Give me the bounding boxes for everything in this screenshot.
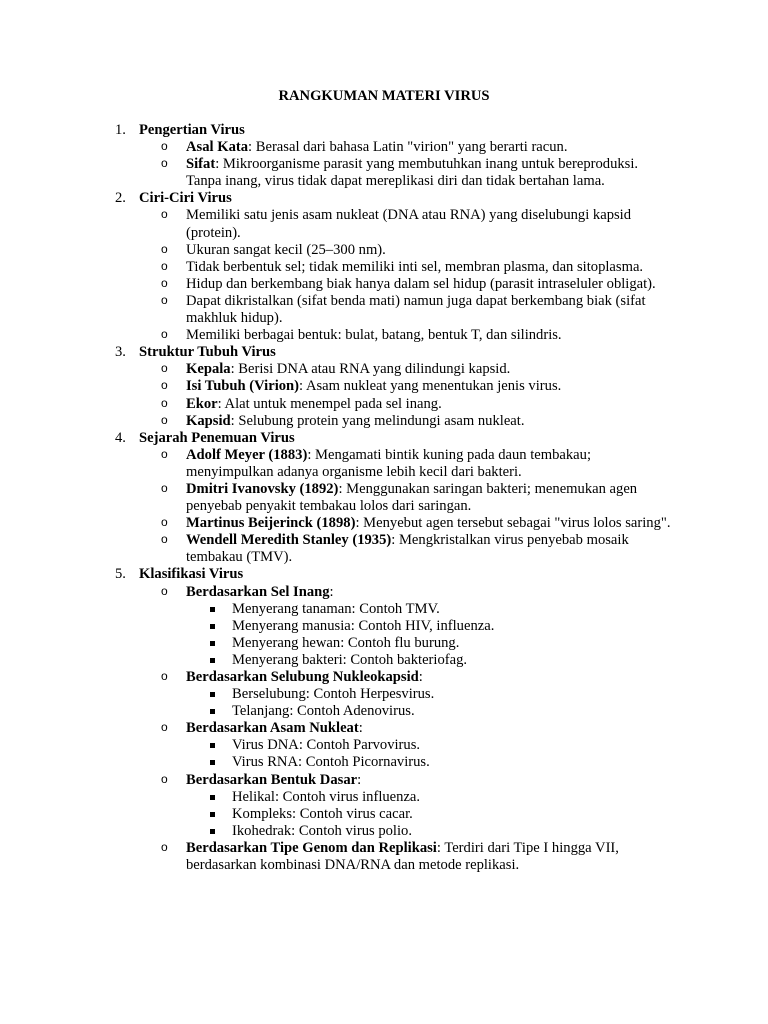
circle-bullet-icon: o — [161, 395, 168, 410]
sub-item-text: Menyerang tanaman: Contoh TMV. — [232, 600, 440, 617]
sub-item-text: Menyerang hewan: Contoh flu burung. — [232, 634, 460, 651]
list-item — [0, 327, 768, 344]
section-heading — [0, 122, 768, 139]
circle-bullet-icon: o — [161, 480, 168, 495]
section-title: Pengertian Virus — [139, 122, 245, 138]
list-item — [0, 447, 768, 481]
item-text: Alat untuk menempel pada sel inang. — [224, 395, 442, 412]
sub-list-item — [0, 618, 768, 635]
circle-bullet-icon: o — [161, 669, 168, 683]
square-bullet-icon — [210, 743, 215, 748]
section-title: Ciri-Ciri Virus — [139, 190, 232, 207]
square-bullet-icon — [210, 795, 215, 800]
item-label: Isi Tubuh (Virion) — [186, 378, 300, 395]
square-bullet-icon — [210, 658, 215, 663]
circle-bullet-icon: o — [161, 515, 168, 530]
item-label: Berdasarkan Bentuk Dasar — [186, 771, 358, 788]
item-text: Berasal dari bahasa Latin "virion" yang berarti racun. — [255, 139, 568, 156]
item-text: Asam nukleat yang menentukan jenis virus. — [305, 378, 562, 395]
sub-list-item — [0, 686, 768, 703]
item-label: Dmitri Ivanovsky (1892) — [186, 480, 339, 497]
item-label: Berdasarkan Sel Inang — [186, 583, 330, 600]
square-bullet-icon — [210, 829, 215, 834]
section-number: 4. — [115, 429, 126, 446]
item-separator: : — [307, 446, 316, 463]
circle-bullet-icon: o — [161, 156, 168, 171]
list-item — [0, 413, 768, 430]
list-item — [0, 396, 768, 413]
sub-list-item — [0, 754, 768, 771]
square-bullet-icon — [210, 709, 215, 714]
list-item — [0, 259, 768, 276]
list-item — [0, 242, 768, 259]
item-separator: : — [215, 156, 223, 173]
sub-list-item — [0, 823, 768, 840]
section-title: Struktur Tubuh Virus — [139, 344, 276, 361]
sub-list-item — [0, 737, 768, 754]
circle-bullet-icon: o — [161, 378, 168, 393]
circle-bullet-icon: o — [161, 771, 168, 786]
item-text: Terdiri dari Tipe I hingga VII, berdasarkan kombinasi DNA/RNA dan metode replikasi. — [186, 839, 619, 874]
list-item — [0, 669, 768, 686]
item-separator: : — [391, 532, 399, 549]
item-label: Martinus Beijerinck (1898) — [186, 515, 356, 532]
item-text: Ukuran sangat kecil (25–300 nm). — [186, 241, 386, 258]
list-item — [0, 532, 768, 566]
square-bullet-icon — [210, 760, 215, 765]
square-bullet-icon — [210, 607, 215, 612]
sub-item-text: Helikal: Contoh virus influenza. — [232, 788, 421, 805]
document-body — [0, 122, 768, 874]
item-label: Wendell Meredith Stanley (1935) — [186, 532, 392, 549]
list-item — [0, 378, 768, 395]
sub-item-text: Virus DNA: Contoh Parvovirus. — [232, 737, 421, 754]
list-item — [0, 276, 768, 293]
circle-bullet-icon: o — [161, 207, 168, 222]
list-item — [0, 156, 768, 190]
item-separator: : — [418, 669, 423, 685]
item-separator: : — [329, 583, 334, 600]
section-number: 2. — [115, 190, 126, 207]
sub-list-item — [0, 635, 768, 652]
circle-bullet-icon: o — [161, 532, 168, 547]
item-separator: : — [230, 361, 239, 378]
circle-bullet-icon: o — [161, 327, 168, 342]
item-separator: : — [248, 139, 256, 156]
item-separator: : — [357, 771, 362, 788]
section-heading — [0, 430, 768, 447]
circle-bullet-icon: o — [161, 361, 168, 376]
item-text: Mikroorganisme parasit yang membutuhkan inang untuk bereproduksi. Tanpa inang, virus tidak dapat mereplikasi diri dan tidak bertahan lama. — [186, 156, 639, 190]
circle-bullet-icon: o — [161, 241, 168, 256]
sub-item-text: Virus RNA: Contoh Picornavirus. — [232, 754, 430, 771]
list-item — [0, 361, 768, 378]
list-item — [0, 772, 768, 789]
list-item — [0, 720, 768, 737]
sub-list-item — [0, 652, 768, 669]
list-item — [0, 207, 768, 241]
square-bullet-icon — [210, 812, 215, 817]
item-label: Adolf Meyer (1883) — [186, 446, 308, 463]
item-text: Dapat dikristalkan (sifat benda mati) namun juga dapat berkembang biak (sifat makhluk hidup). — [186, 292, 646, 327]
section-heading — [0, 566, 768, 583]
sub-list-item — [0, 789, 768, 806]
sub-list-item — [0, 806, 768, 823]
item-separator: : — [355, 515, 364, 532]
section-number: 1. — [115, 122, 126, 138]
section-heading — [0, 190, 768, 207]
sub-item-text: Kompleks: Contoh virus cacar. — [232, 805, 413, 822]
item-separator: : — [230, 412, 239, 429]
item-separator: : — [358, 720, 363, 737]
list-item — [0, 515, 768, 532]
item-text: Hidup dan berkembang biak hanya dalam sel hidup (parasit intraseluler obligat). — [186, 275, 656, 292]
circle-bullet-icon: o — [161, 720, 168, 735]
item-separator: : — [436, 839, 445, 856]
section-heading — [0, 344, 768, 361]
section-number: 5. — [115, 566, 126, 583]
item-text: Memiliki satu jenis asam nukleat (DNA atau RNA) yang diselubungi kapsid (protein). — [186, 207, 632, 241]
square-bullet-icon — [210, 692, 215, 697]
section-title: Klasifikasi Virus — [139, 566, 244, 583]
circle-bullet-icon: o — [161, 258, 168, 273]
square-bullet-icon — [210, 624, 215, 629]
item-label: Sifat — [186, 156, 216, 173]
circle-bullet-icon: o — [161, 839, 168, 854]
item-label: Kapsid — [186, 412, 231, 429]
sub-item-text: Ikohedrak: Contoh virus polio. — [232, 822, 412, 839]
item-text: Mengamati bintik kuning pada daun tembakau; menyimpulkan adanya organisme lebih kecil dari bakteri. — [186, 446, 592, 480]
item-text: Menyebut agen tersebut sebagai "virus lolos saring". — [363, 515, 671, 532]
item-label: Berdasarkan Asam Nukleat — [186, 720, 359, 737]
list-item — [0, 481, 768, 515]
item-label: Kepala — [186, 361, 231, 378]
circle-bullet-icon: o — [161, 139, 168, 154]
item-text: Memiliki berbagai bentuk: bulat, batang, bentuk T, dan silindris. — [186, 327, 562, 344]
item-separator: : — [338, 480, 347, 497]
circle-bullet-icon: o — [161, 583, 168, 598]
square-bullet-icon — [210, 641, 215, 646]
item-label: Asal Kata — [186, 139, 249, 156]
sub-list-item — [0, 703, 768, 720]
item-text: Menggunakan saringan bakteri; menemukan agen penyebab penyakit tembakau lolos dari saringan. — [186, 480, 638, 515]
circle-bullet-icon: o — [161, 412, 168, 427]
item-text: Berisi DNA atau RNA yang dilindungi kapsid. — [238, 361, 511, 378]
circle-bullet-icon: o — [161, 275, 168, 290]
section-number: 3. — [115, 344, 126, 361]
list-item — [0, 840, 768, 874]
section-title: Sejarah Penemuan Virus — [139, 429, 295, 446]
sub-item-text: Telanjang: Contoh Adenovirus. — [232, 703, 415, 720]
item-label: Berdasarkan Tipe Genom dan Replikasi — [186, 839, 437, 856]
circle-bullet-icon: o — [161, 446, 168, 461]
item-label: Berdasarkan Selubung Nukleokapsid — [186, 669, 419, 685]
item-text: Tidak berbentuk sel; tidak memiliki inti sel, membran plasma, dan sitoplasma. — [186, 258, 644, 275]
item-label: Ekor — [186, 395, 218, 412]
document-title: RANGKUMAN MATERI VIRUS — [278, 88, 490, 104]
sub-item-text: Berselubung: Contoh Herpesvirus. — [232, 686, 435, 703]
sub-list-item — [0, 601, 768, 618]
list-item — [0, 139, 768, 156]
item-separator: : — [299, 378, 306, 395]
sub-item-text: Menyerang bakteri: Contoh bakteriofag. — [232, 651, 468, 668]
list-item — [0, 293, 768, 327]
item-text: Mengkristalkan virus penyebab mosaik tembakau (TMV). — [186, 532, 629, 566]
item-separator: : — [217, 395, 225, 412]
list-item — [0, 584, 768, 601]
circle-bullet-icon: o — [161, 292, 168, 307]
item-text: Selubung protein yang melindungi asam nukleat. — [238, 412, 525, 429]
sub-item-text: Menyerang manusia: Contoh HIV, influenza. — [232, 617, 495, 634]
